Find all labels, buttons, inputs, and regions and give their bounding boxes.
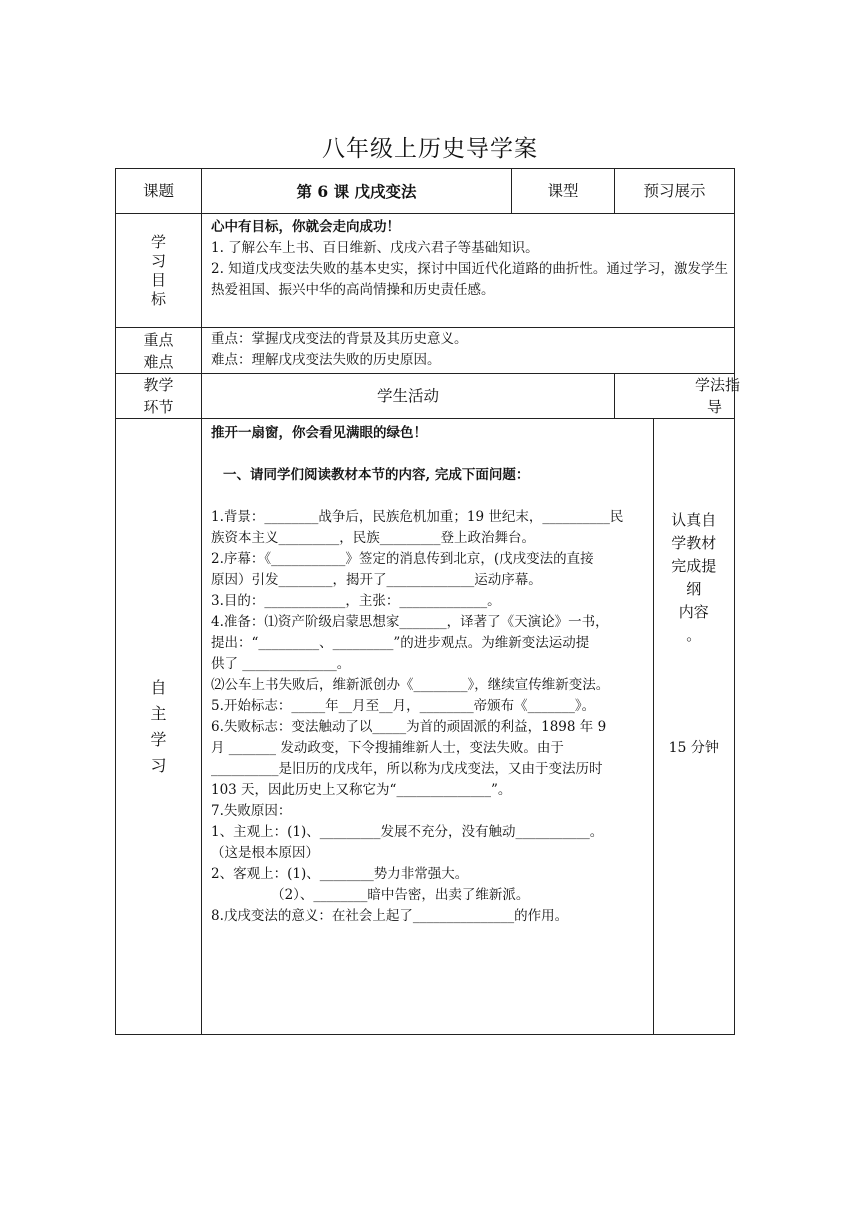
study-guide-note: 认真自 学教材 完成提 纲 内容 。 <box>671 511 717 644</box>
worksheet-line: 4.准备：⑴资产阶级启蒙思想家_______，译著了《天演论》一书， <box>211 614 609 630</box>
topic-label: 课题 <box>116 169 202 214</box>
keypoints-label: 重点 难点 <box>116 328 202 374</box>
guide-header: 学法指 导 <box>615 374 735 419</box>
goals-row <box>116 214 735 328</box>
worksheet-line: 2、客观上：(1)、________势力非常强大。 <box>211 866 469 882</box>
worksheet-line: ⑵公车上书失败后，维新派创办《________》，继续宣传维新变法。 <box>211 677 610 693</box>
goal-item: 2. 知道戊戌变法失败的基本史实，探讨中国近代化道路的曲折性。通过学习，激发学生热爱祖国、振兴中华的高尚情操和历史责任感。 <box>211 261 728 298</box>
lesson-plan-table <box>115 168 741 1035</box>
worksheet-line: 族资本主义_________，民族_________登上政治舞台。 <box>211 530 535 546</box>
worksheet-line: 2.序幕：《___________》签定的消息传到北京，(戊戌变法的直接 <box>211 551 594 567</box>
worksheet-line: 5.开始标志：_____年__月至__月，________帝颁布《_______》。 <box>211 698 596 714</box>
worksheet-line: 1、主观上：(1)、_________发展不充分，没有触动___________。 <box>211 824 604 840</box>
keypoint-item: 重点：掌握戊戌变法的背景及其历史意义。 <box>211 331 468 347</box>
worksheet-line: __________是旧历的戊戌年，所以称为戊戌变法，又由于变法历时 <box>211 761 603 777</box>
worksheet-line: 1.背景：________战争后，民族危机加重；19 世纪末，__________民 <box>211 509 624 525</box>
activity-header: 学生活动 <box>202 374 615 419</box>
type-value: 预习展示 <box>615 169 735 214</box>
goals-content <box>202 214 735 328</box>
time-note: 15 分钟 <box>668 740 719 756</box>
page-title: 八年级上历史导学案 <box>322 136 538 162</box>
goals-label: 学 习 目 标 <box>116 214 202 328</box>
guide-column <box>615 419 735 1035</box>
worksheet-line: 3.目的：____________，主张：_____________。 <box>211 593 501 609</box>
keypoints-content <box>202 328 735 374</box>
section-header-row <box>116 374 735 419</box>
goal-item: 1. 了解公车上书、百日维新、戊戌六君子等基础知识。 <box>211 240 539 256</box>
worksheet-line: （这是根本原因） <box>211 845 319 861</box>
worksheet-line: 8.戊戌变法的意义：在社会上起了_______________的作用。 <box>211 908 569 924</box>
worksheet-line: （2）、________暗中告密，出卖了维新派。 <box>211 887 530 903</box>
worksheet-line: 6.失败标志：变法触动了以_____为首的顽固派的利益，1898 年 9 <box>211 719 607 735</box>
self-study-content <box>202 419 624 1035</box>
goals-heading: 心中有目标，你就会走向成功！ <box>211 219 400 235</box>
type-label: 课型 <box>512 169 615 214</box>
worksheet-line: 原因）引发________，揭开了_____________运动序幕。 <box>211 572 542 588</box>
keypoints-row <box>116 328 735 374</box>
task-heading: 一、请同学们阅读教材本节的内容, 完成下面问题： <box>223 467 530 483</box>
self-study-row <box>116 419 735 1035</box>
worksheet-line: 提出：“_________、_________”的进步观点。为维新变法运动提 <box>211 635 590 651</box>
worksheet-line: 供了 ______________。 <box>211 656 351 672</box>
self-study-label: 自 主 学 习 <box>116 419 202 1035</box>
worksheet-line: 月 _______ 发动政变，下令搜捕维新人士，变法失败。由于 <box>211 740 564 756</box>
header-row <box>116 169 735 214</box>
stage-header: 教学 环节 <box>116 374 202 419</box>
topic-value: 第 6 课 戊戌变法 <box>202 169 512 214</box>
worksheet-line: 7.失败原因： <box>211 803 292 819</box>
worksheet-line: 103 天，因此历史上又称它为“______________”。 <box>211 782 512 798</box>
intro-line: 推开一扇窗，你会看见满眼的绿色！ <box>211 425 427 441</box>
keypoint-item: 难点：理解戊戌变法失败的历史原因。 <box>211 352 441 368</box>
